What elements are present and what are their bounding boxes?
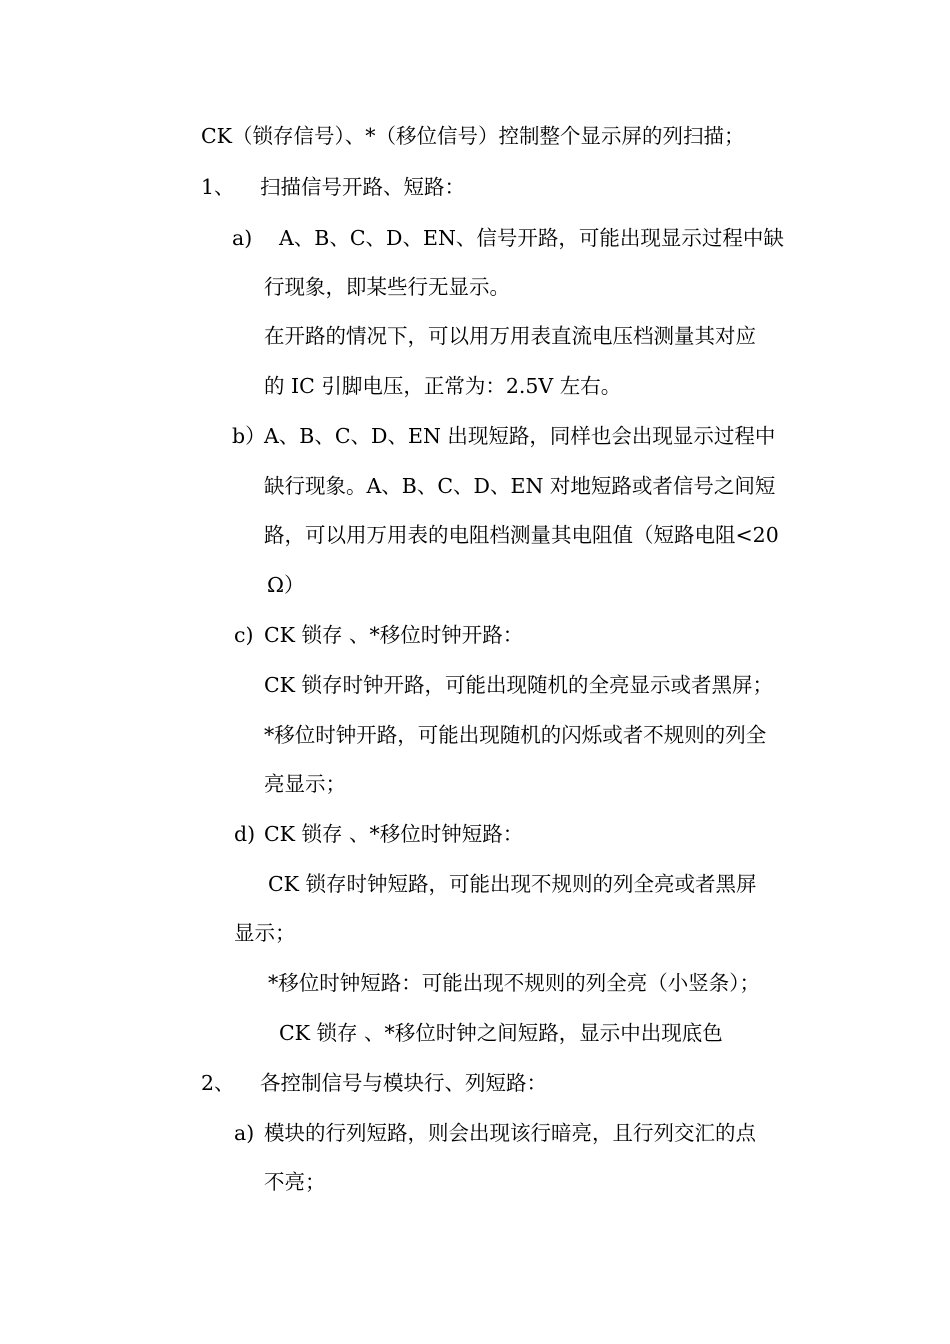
item-a-line: 行现象，即某些行无显示。: [264, 275, 510, 299]
item-b-line: A、B、C、D、EN 出现短路，同样也会出现显示过程中: [264, 424, 776, 448]
item-a-marker: a): [232, 226, 253, 250]
item-d-line: CK 锁存 、*移位时钟之间短路，显示中出现底色: [279, 1021, 723, 1045]
item-d-line: 显示；: [234, 921, 296, 945]
item-c-line: CK 锁存时钟开路，可能出现随机的全亮显示或者黑屏；: [264, 673, 774, 697]
section-2-item-a-line: 模块的行列短路，则会出现该行暗亮，且行列交汇的点: [264, 1121, 756, 1145]
section-2-title: 各控制信号与模块行、列短路：: [260, 1071, 547, 1095]
section-2-item-a-marker: a): [234, 1121, 255, 1145]
section-2-number: 2、: [201, 1071, 235, 1095]
item-a-line: 在开路的情况下，可以用万用表直流电压档测量其对应: [264, 324, 756, 348]
section-1-number: 1、: [201, 175, 235, 199]
item-d-line: CK 锁存时钟短路，可能出现不规则的列全亮或者黑屏: [268, 872, 757, 896]
item-c-line: 亮显示；: [264, 772, 346, 796]
item-b-marker: b）: [232, 424, 266, 448]
item-a-line: A、B、C、D、EN、信号开路，可能出现显示过程中缺: [279, 226, 784, 250]
item-a-line: 的 IC 引脚电压，正常为：2.5V 左右。: [264, 374, 622, 398]
item-b-line: 缺行现象。A、B、C、D、EN 对地短路或者信号之间短: [264, 474, 776, 498]
item-c-marker: c): [234, 623, 254, 647]
item-b-line: 路，可以用万用表的电阻档测量其电阻值（短路电阻<20: [264, 523, 779, 547]
section-2-item-a-line: 不亮；: [264, 1170, 326, 1194]
item-d-line: *移位时钟短路：可能出现不规则的列全亮（小竖条）；: [268, 971, 760, 995]
item-d-marker: d): [234, 822, 256, 846]
item-b-line: Ω）: [267, 573, 305, 597]
intro-paragraph: CK（锁存信号）、*（移位信号）控制整个显示屏的列扫描；: [201, 124, 745, 148]
item-d-line: CK 锁存 、*移位时钟短路：: [264, 822, 524, 846]
item-c-line: CK 锁存 、*移位时钟开路：: [264, 623, 524, 647]
item-c-line: *移位时钟开路，可能出现随机的闪烁或者不规则的列全: [264, 723, 767, 747]
section-1-title: 扫描信号开路、短路：: [260, 175, 465, 199]
